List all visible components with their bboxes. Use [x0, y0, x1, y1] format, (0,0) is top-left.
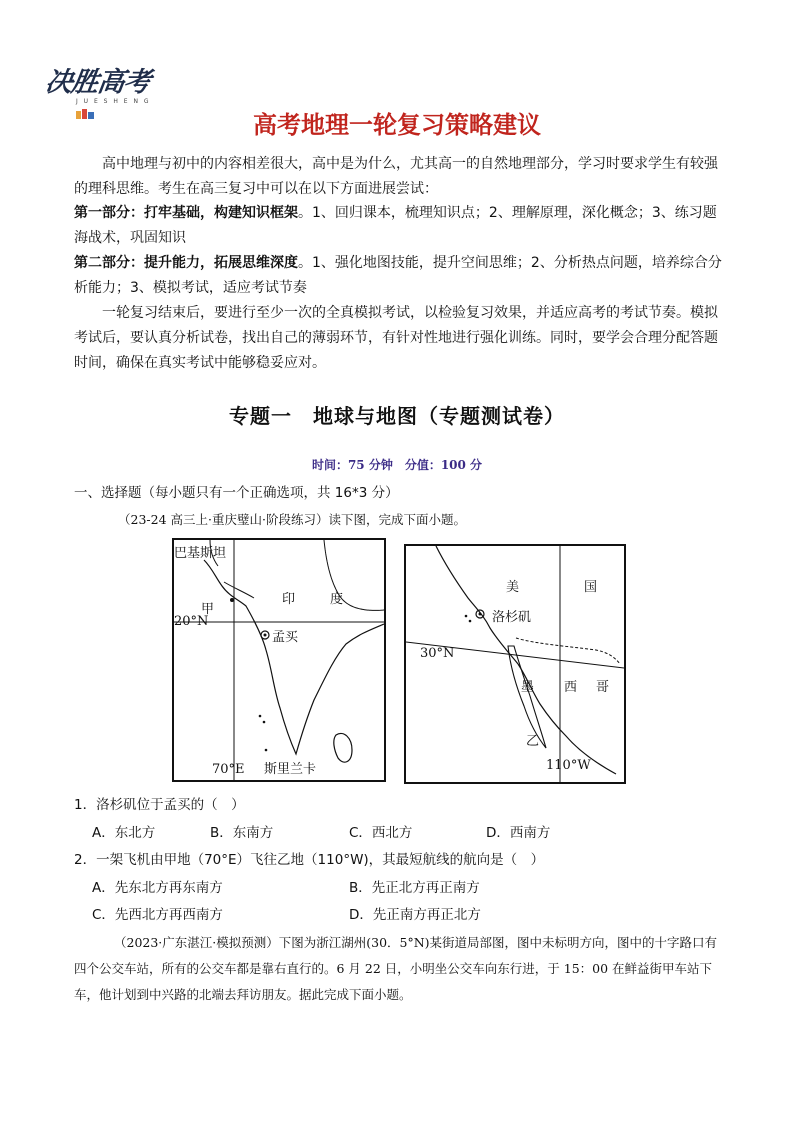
label-lat-20n: 20°N	[174, 614, 209, 629]
q2-option-c[interactable]: C．先西北方再西南方	[92, 907, 223, 923]
q1-option-a[interactable]: A．东北方	[92, 825, 156, 841]
part-heading: 一、选择题（每小题只有一个正确选项，共 16*3 分）	[74, 485, 399, 501]
label-pakistan: 巴基斯坦	[174, 546, 227, 561]
map-india-drawing	[174, 540, 384, 780]
intro-paragraph-1: 高中地理与初中的内容相差很大，高中是为什么，尤其高一的自然地理部分，学习时要求学生有较强的理科思维。考生在高三复习中可以在以下方面进展尝试：	[74, 156, 718, 197]
label-mexico-3: 哥	[596, 680, 610, 695]
part-2-body: 。1、强化地图技能，提升空间思维；2、分析热点问题，培养综合分析能力；3、模拟考试，适应考试节奏	[74, 255, 722, 296]
label-usa-2: 国	[584, 580, 598, 595]
source-note-1: （23-24 高三上·重庆璧山·阶段练习）读下图，完成下面小题。	[118, 512, 466, 527]
q1-option-b[interactable]: B．东南方	[210, 825, 274, 841]
q2-option-b[interactable]: B．先正北方再正南方	[349, 880, 480, 896]
label-mumbai: 孟买	[272, 630, 299, 645]
source-note-2: （2023·广东湛江·模拟预测）下图为浙江湖州(30．5°N)某街道局部图，图中未标明方向，图中的十字路口有四个公交车站，所有的公交车都是靠右直行的。6 月 22 日，小明坐公交车向东行进，于 15：00 在鲜益街甲车站下车，他计划到中兴路的北端去拜访朋友。据此完成下面小题。	[74, 935, 718, 1002]
label-lon-70e: 70°E	[212, 762, 245, 777]
label-mexico-1: 墨	[521, 680, 535, 695]
part-2-heading: 第二部分：提升能力，拓展思维深度	[74, 255, 298, 271]
map-usa-mexico	[404, 544, 626, 784]
label-jia: 甲	[201, 602, 215, 617]
label-sri-lanka: 斯里兰卡	[264, 762, 317, 777]
logo-subtitle: J U E S H E N G	[76, 98, 151, 105]
part-1-heading: 第一部分：打牢基础，构建知识框架	[74, 205, 298, 221]
label-usa-1: 美	[506, 580, 520, 595]
label-lat-30n: 30°N	[420, 646, 455, 661]
question-2-stem: 2．一架飞机由甲地（70°E）飞往乙地（110°W)，其最短航线的航向是（ ）	[74, 852, 545, 868]
label-mexico-2: 西	[564, 680, 578, 695]
label-lon-110w: 110°W	[546, 758, 591, 773]
label-india-2: 度	[330, 592, 344, 607]
q2-option-a[interactable]: A．先东北方再东南方	[92, 880, 223, 896]
time-score-line: 时间：75 分钟 分值：100 分	[311, 458, 483, 472]
label-india-1: 印	[282, 592, 296, 607]
logo-text: 决胜高考	[43, 67, 152, 98]
label-yi: 乙	[526, 734, 540, 749]
intro-paragraph-4: 一轮复习结束后，要进行至少一次的全真模拟考试，以检验复习效果，并适应高考的考试节奏。模拟考试后，要认真分析试卷，找出自己的薄弱环节，有针对性地进行强化训练。同时，要学会合理分配答题时间，确保在真实考试中能够稳妥应对。	[74, 305, 718, 371]
label-los-angeles: 洛杉矶	[492, 610, 532, 625]
document-title: 高考地理一轮复习策略建议	[253, 111, 541, 139]
q1-option-c[interactable]: C．西北方	[349, 825, 413, 841]
intro-part-2	[74, 251, 722, 301]
intro-part-1	[74, 201, 722, 251]
q1-option-d[interactable]: D．西南方	[486, 825, 551, 841]
question-1-stem: 1．洛杉矶位于孟买的（ ）	[74, 797, 245, 813]
q2-option-d[interactable]: D．先正南方再正北方	[349, 907, 481, 923]
section-title: 专题一 地球与地图（专题测试卷）	[229, 404, 565, 428]
map-india	[172, 538, 386, 782]
part-1-body: 。1、回归课本，梳理知识点；2、理解原理，深化概念；3、练习题海战术，巩固知识	[74, 205, 717, 246]
